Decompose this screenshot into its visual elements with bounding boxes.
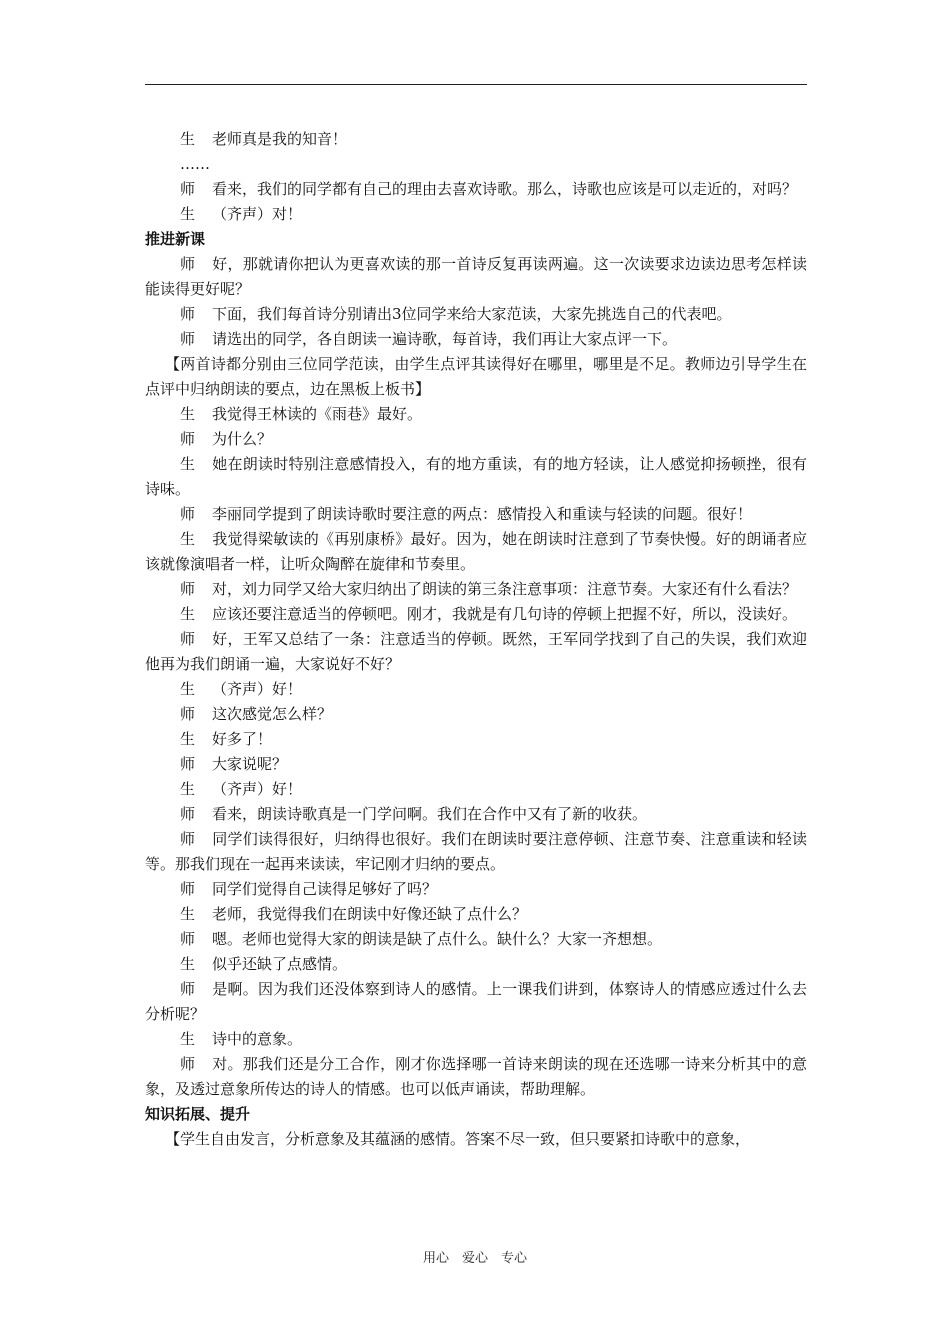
speaker-label: 师 <box>180 580 196 598</box>
dialogue-line <box>145 702 807 727</box>
dialogue-text: 这次感觉怎么样？ <box>212 705 333 723</box>
dialogue-line <box>145 877 807 902</box>
dialogue-text: 对。那我们还是分工合作，刚才你选择哪一首诗来朗读的现在还选哪一诗来分析其中的意象，及透过意象所传达的诗人的情感。也可以低声诵读，帮助理解。 <box>145 1055 807 1098</box>
dialogue-text: 请选出的同学，各自朗读一遍诗歌，每首诗，我们再让大家点评一下。 <box>212 330 678 348</box>
dialogue-text: 大家说呢？ <box>212 755 288 773</box>
ellipsis: …… <box>180 155 210 173</box>
dialogue-line <box>145 927 807 952</box>
dialogue-text: 看来，朗读诗歌真是一门学问啊。我们在合作中又有了新的收获。 <box>212 805 648 823</box>
dialogue-text: 诗中的意象。 <box>212 1030 303 1048</box>
dialogue-line <box>145 727 807 752</box>
dialogue-text: 似乎还缺了点感情。 <box>212 955 348 973</box>
dialogue-line <box>145 602 807 627</box>
dialogue-text: 好多了！ <box>212 730 273 748</box>
speaker-label: 生 <box>180 905 196 923</box>
speaker-label: 师 <box>180 255 196 273</box>
dialogue-line <box>145 902 807 927</box>
speaker-label: 生 <box>180 455 196 473</box>
dialogue-line <box>145 202 807 227</box>
speaker-label: 师 <box>180 505 196 523</box>
dialogue-line <box>145 327 807 352</box>
dialogue-line <box>145 802 807 827</box>
speaker-label: 生 <box>180 130 196 148</box>
dialogue-line <box>145 302 807 327</box>
dialogue-text: 我觉得王林读的《雨巷》最好。 <box>212 405 423 423</box>
section-heading: 知识拓展、提升 <box>145 1105 251 1123</box>
speaker-label: 师 <box>180 830 196 848</box>
dialogue-text: 我觉得梁敏读的《再别康桥》最好。因为，她在朗读时注意到了节奏快慢。好的朗诵者应该就像演唱者一样，让听众陶醉在旋律和节奏里。 <box>145 530 807 573</box>
speaker-label: 生 <box>180 955 196 973</box>
dialogue-text: 李丽同学提到了朗读诗歌时要注意的两点：感情投入和重读与轻读的问题。很好！ <box>212 505 753 523</box>
speaker-label: 生 <box>180 530 196 548</box>
dialogue-line <box>145 252 807 302</box>
dialogue-line <box>145 752 807 777</box>
speaker-label: 生 <box>180 205 196 223</box>
dialogue-text: 为什么？ <box>212 430 273 448</box>
speaker-label: 生 <box>180 780 196 798</box>
dialogue-line <box>145 777 807 802</box>
speaker-label: 师 <box>180 880 196 898</box>
speaker-label: 师 <box>180 930 196 948</box>
dialogue-text: 好，那就请你把认为更喜欢读的那一首诗反复再读两遍。这一次读要求边读边思考怎样读能读得更好呢？ <box>145 255 807 298</box>
dialogue-text: 嗯。老师也觉得大家的朗读是缺了点什么。缺什么？大家一齐想想。 <box>212 930 663 948</box>
dialogue-text: 同学们觉得自己读得足够好了吗？ <box>212 880 438 898</box>
dialogue-line <box>145 952 807 977</box>
dialogue-text: 看来，我们的同学都有自己的理由去喜欢诗歌。那么，诗歌也应该是可以走近的，对吗？ <box>212 180 798 198</box>
dialogue-text: 应该还要注意适当的停顿吧。刚才，我就是有几句诗的停顿上把握不好，所以，没读好。 <box>212 605 798 623</box>
dialogue-line <box>145 827 807 877</box>
speaker-label: 师 <box>180 430 196 448</box>
dialogue-line <box>145 452 807 502</box>
dialogue-line <box>145 427 807 452</box>
speaker-label: 师 <box>180 980 196 998</box>
speaker-label: 生 <box>180 730 196 748</box>
dialogue-line <box>145 502 807 527</box>
speaker-label: 师 <box>180 180 196 198</box>
speaker-label: 师 <box>180 305 196 323</box>
speaker-label: 师 <box>180 705 196 723</box>
dialogue-text: （齐声）好！ <box>212 680 303 698</box>
dialogue-text: 下面，我们每首诗分别请出3位同学来给大家范读，大家先挑选自己的代表吧。 <box>212 305 732 323</box>
speaker-label: 师 <box>180 805 196 823</box>
header-rule <box>145 84 807 85</box>
speaker-label: 师 <box>180 1055 196 1073</box>
dialogue-text: （齐声）好！ <box>212 780 303 798</box>
document-body <box>145 127 807 1152</box>
speaker-label: 生 <box>180 1030 196 1048</box>
speaker-label: 生 <box>180 680 196 698</box>
speaker-label: 生 <box>180 605 196 623</box>
stage-note: 【学生自由发言，分析意象及其蕴涵的感情。答案不尽一致，但只要紧扣诗歌中的意象， <box>165 1130 751 1148</box>
dialogue-line <box>145 627 807 677</box>
dialogue-line <box>145 127 807 152</box>
page-footer: 用心 爱心 专心 <box>422 1251 527 1266</box>
dialogue-text: 对，刘力同学又给大家归纳出了朗读的第三条注意事项：注意节奏。大家还有什么看法？ <box>212 580 798 598</box>
speaker-label: 师 <box>180 630 196 648</box>
dialogue-line <box>145 577 807 602</box>
dialogue-text: 是啊。因为我们还没体察到诗人的感情。上一课我们讲到，体察诗人的情感应透过什么去分析呢？ <box>145 980 807 1023</box>
dialogue-text: 同学们读得很好，归纳得也很好。我们在朗读时要注意停顿、注意节奏、注意重读和轻读等。那我们现在一起再来读读，牢记刚才归纳的要点。 <box>145 830 807 873</box>
dialogue-line <box>145 402 807 427</box>
dialogue-line <box>145 527 807 577</box>
stage-note: 【两首诗都分别由三位同学范读，由学生点评其读得好在哪里，哪里是不足。教师边引导学生在点评中归纳朗读的要点，边在黑板上板书】 <box>145 355 807 398</box>
dialogue-text: （齐声）对！ <box>212 205 303 223</box>
speaker-label: 师 <box>180 755 196 773</box>
speaker-label: 师 <box>180 330 196 348</box>
dialogue-line <box>145 1027 807 1052</box>
dialogue-text: 老师真是我的知音！ <box>212 130 348 148</box>
dialogue-line <box>145 977 807 1027</box>
dialogue-text: 老师，我觉得我们在朗读中好像还缺了点什么？ <box>212 905 528 923</box>
dialogue-text: 好，王军又总结了一条：注意适当的停顿。既然，王军同学找到了自己的失误，我们欢迎他再为我们朗诵一遍，大家说好不好？ <box>145 630 807 673</box>
speaker-label: 生 <box>180 405 196 423</box>
dialogue-line <box>145 677 807 702</box>
section-heading: 推进新课 <box>145 230 206 248</box>
dialogue-text: 她在朗读时特别注意感情投入，有的地方重读，有的地方轻读，让人感觉抑扬顿挫，很有诗味。 <box>145 455 807 498</box>
dialogue-line <box>145 177 807 202</box>
dialogue-line <box>145 1052 807 1102</box>
